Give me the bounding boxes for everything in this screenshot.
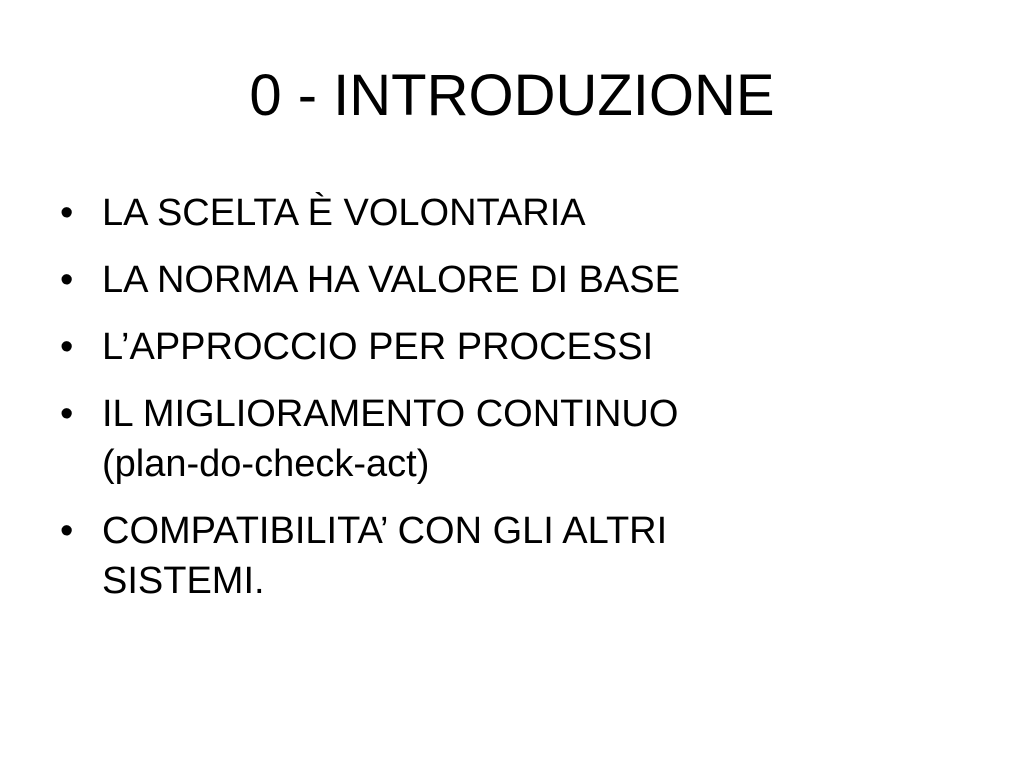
bullet-icon: • (60, 192, 74, 234)
bullet-subtext: SISTEMI. (102, 560, 265, 602)
bullet-text: LA SCELTA È VOLONTARIA (102, 192, 586, 234)
bullet-item (60, 322, 960, 372)
bullet-item (60, 255, 960, 305)
bullet-text: IL MIGLIORAMENTO CONTINUO (102, 393, 679, 435)
bullet-subtext: (plan-do-check-act) (102, 443, 430, 485)
bullet-icon: • (60, 393, 74, 435)
bullet-icon: • (60, 510, 74, 552)
bullet-text: COMPATIBILITA’ CON GLI ALTRI (102, 510, 668, 552)
bullet-icon: • (60, 259, 74, 301)
bullet-text: LA NORMA HA VALORE DI BASE (102, 259, 680, 301)
bullet-item (60, 506, 960, 606)
bullet-icon: • (60, 326, 74, 368)
bullet-item (60, 389, 960, 489)
bullet-list (60, 188, 960, 623)
bullet-text: L’APPROCCIO PER PROCESSI (102, 326, 654, 368)
bullet-item (60, 188, 960, 238)
slide-title: 0 - INTRODUZIONE (249, 63, 775, 128)
